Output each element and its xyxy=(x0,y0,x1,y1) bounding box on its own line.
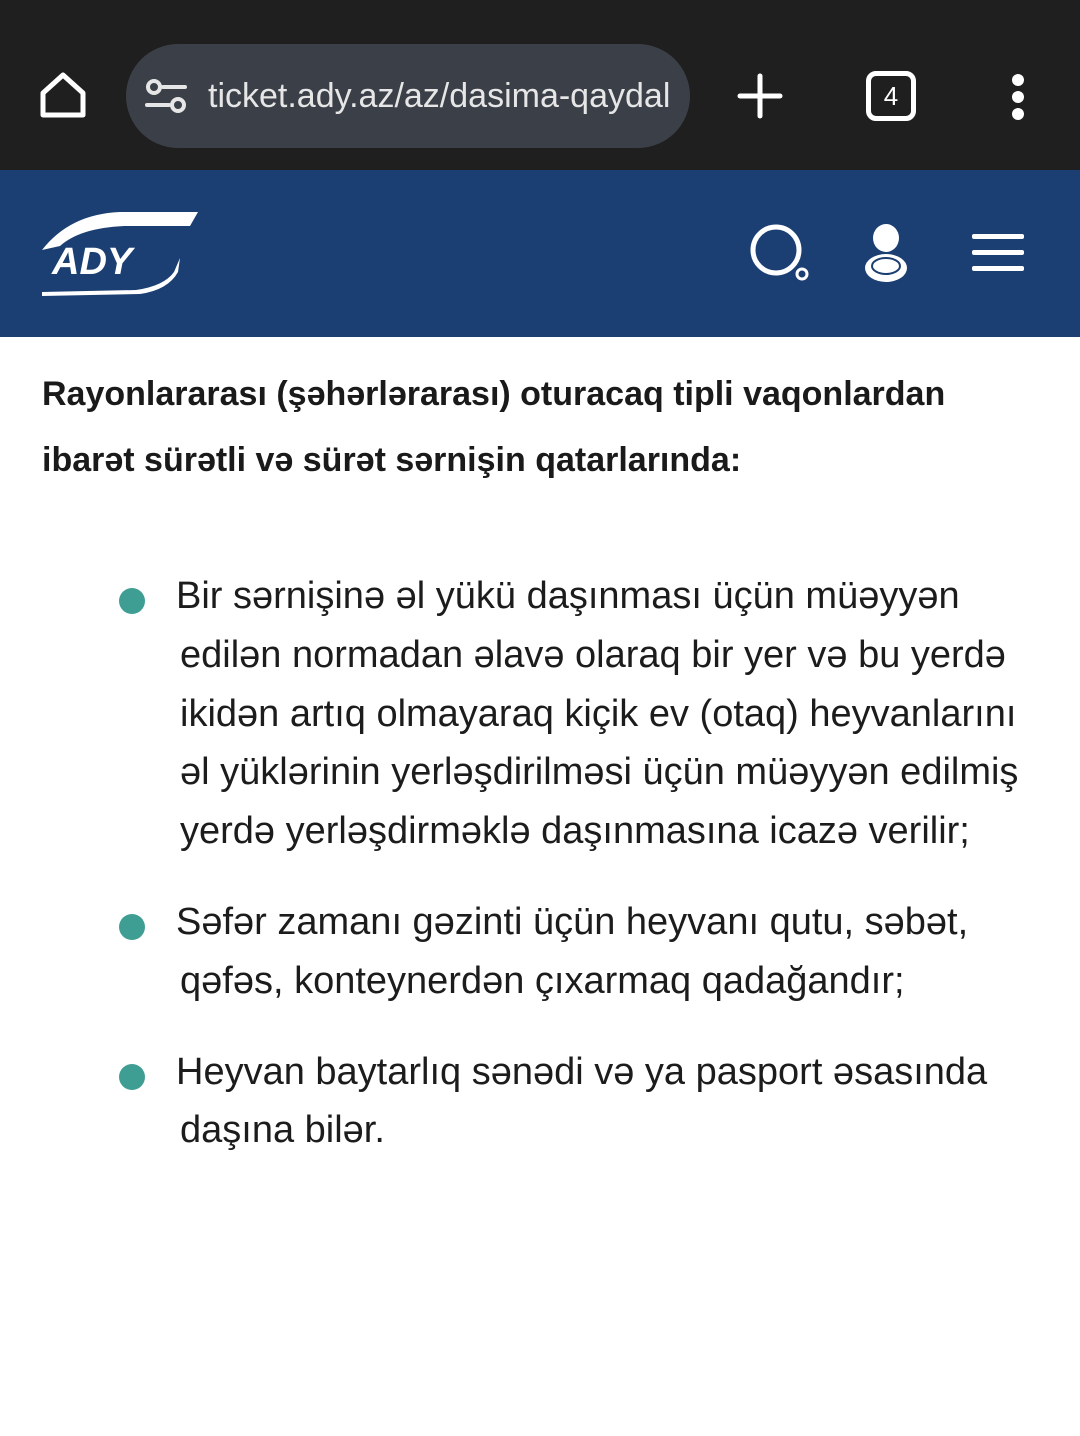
search-button[interactable] xyxy=(748,222,812,286)
user-icon xyxy=(862,222,910,284)
rule-text: Bir sərnişinə əl yükü daşınması üçün müəyyən edilən normadan əlavə olaraq bir yer və bu yerdə ikidən artıq olmayaraq kiçik ev (otaq) heyvanlarını əl yüklərinin yerləşdirilməsi üçün müəyyən edilmiş yerdə yerləşdirməklə daşınmasına icazə verilir; xyxy=(176,575,1019,853)
main-menu-button[interactable] xyxy=(970,232,1026,274)
home-icon xyxy=(37,69,89,121)
section-title: Rayonlararası (şəhərlərarası) oturacaq tipli vaqonlardan ibarət sürətli və sürət sərnişin qatarlarında: xyxy=(42,375,946,479)
user-account-button[interactable] xyxy=(862,222,910,284)
list-item xyxy=(0,567,1080,861)
tab-switcher-button[interactable] xyxy=(866,71,916,121)
more-vert-icon xyxy=(1011,73,1025,121)
bullet-icon xyxy=(119,914,145,940)
home-button[interactable] xyxy=(30,62,96,128)
hamburger-icon xyxy=(970,232,1026,274)
address-bar[interactable] xyxy=(126,44,690,148)
plus-icon xyxy=(736,72,784,120)
rules-list xyxy=(0,567,1080,1160)
rule-text: Səfər zamanı gəzinti üçün heyvanı qutu, səbət, qəfəs, konteynerdən çıxarmaq qadağandır; xyxy=(176,900,969,1002)
search-icon xyxy=(748,222,812,286)
bullet-icon xyxy=(119,588,145,614)
site-header xyxy=(0,170,1080,337)
tab-count: 4 xyxy=(883,81,899,111)
tune-icon[interactable] xyxy=(144,74,188,118)
rule-text: Heyvan baytarlıq sənədi və ya pasport əsasında daşına bilər. xyxy=(176,1050,988,1152)
list-item xyxy=(0,893,1080,1011)
new-tab-button[interactable] xyxy=(732,68,788,124)
logo-text: ADY xyxy=(52,241,133,283)
browser-toolbar xyxy=(0,0,1080,170)
browser-menu-button[interactable] xyxy=(996,70,1040,124)
bullet-icon xyxy=(119,1064,145,1090)
list-item xyxy=(0,1043,1080,1161)
url-text[interactable]: ticket.ady.az/az/dasima-qaydal xyxy=(208,76,671,115)
ady-logo[interactable] xyxy=(40,210,200,298)
